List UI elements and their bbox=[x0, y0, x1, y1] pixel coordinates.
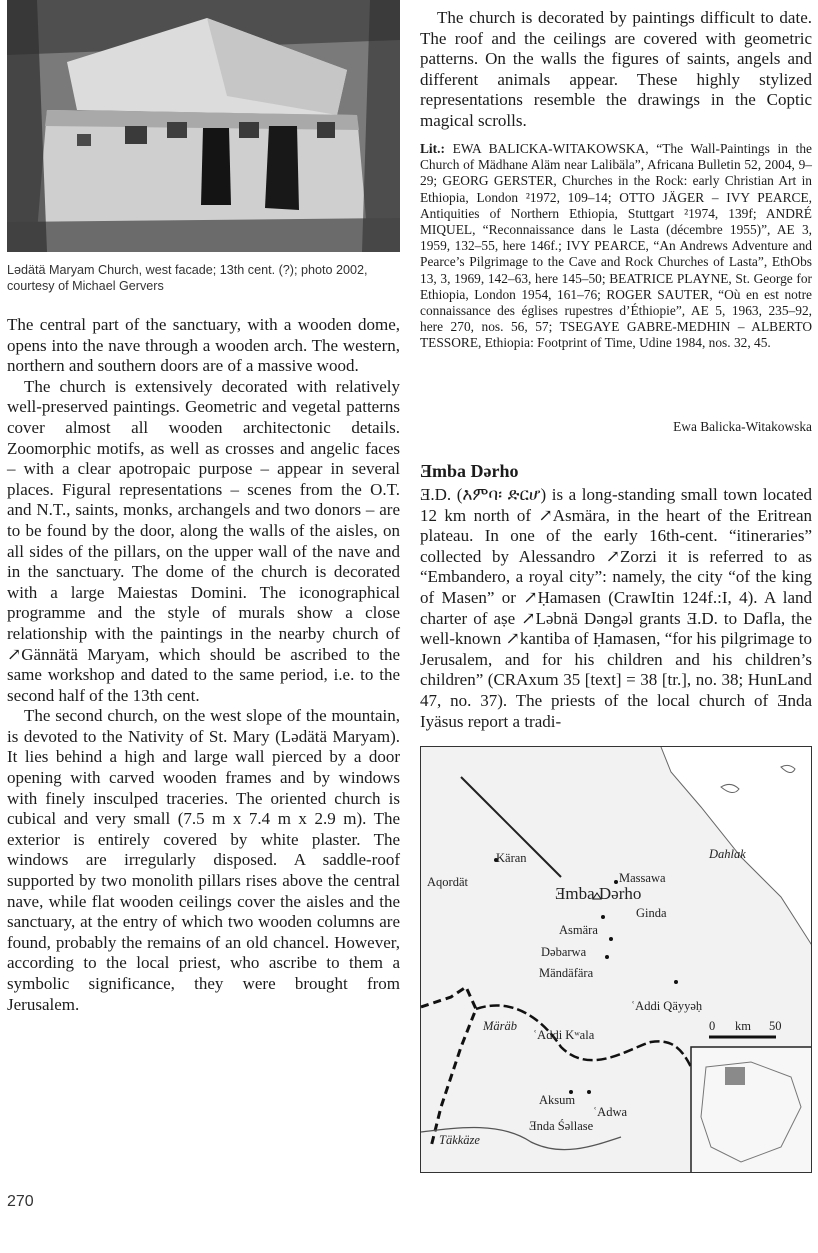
map-label-scale-km: km bbox=[735, 1019, 751, 1033]
map-label-aksum: Aksum bbox=[539, 1093, 576, 1107]
map-label-karan: Käran bbox=[496, 851, 527, 865]
paragraph: The church is decorated by paintings difficult to date. The roof and the ceilings are covered with geometric patterns. On the walls the figures of saints, angels and different animals appear. These highly stylized representations resemble the drawings in the Coptic magical scrolls. bbox=[420, 8, 812, 130]
entry-paragraph: Ǝ.D. (እምባ፡ ድርሆ) is a long-standing small town located 12 km north of ↗Asmära, in the heart of the Eritrean plateau. In one of the early 16th-cent. “itineraries” collected by Alessandro ↗Zorzi it is referred to as “Embandero, a royal city”: namely, the city “of the king of Masen” or ↗Ḥamasen (CrawItin 124f.:I, 4). A land charter of aṣe ↗Ləbnä Dəngəl grants Ǝ.D. to Dafla, the well-known ↗kantiba of Ḥamasen, “for his pilgrimage to Jerusalem, and for his children and his children’s children” (CRAxum 35 [text] = 38 [tr.], no. 38; HunLand 47, no. 37). The priests of the local church of Ǝnda Iyäsus report a tradi- bbox=[420, 485, 812, 731]
map-label-emba-derho: Ǝmba Dərho bbox=[555, 884, 642, 903]
map-label-addi-qayyeh: ʿAddi Qäyyəḥ bbox=[631, 999, 703, 1013]
paragraph: The second church, on the west slope of the mountain, is devoted to the Nativity of St. Mary (Lədätä Maryam). It lies behind a high and large wall pierced by a door opening with carved wooden frames and by windows with finely insculped traceries. The oriented church is cubical and very small (7.5 m x 7.4 m x 2.9 m). The exterior is entirely covered by white plaster. The windows are irregularly disposed. A saddle-roof supported by two monolith pillars rises above the central nave, while flat wooden ceilings cover the aisles and the sanctuary, at the entry of which two wooden columns are found, probably the remains of an old chancel. However, according to the local priest, who ascribe to them a symbolic significance, they were brought from Jerusalem. bbox=[7, 706, 400, 1014]
article-author: Ewa Balicka-Witakowska bbox=[673, 419, 812, 434]
region-map bbox=[420, 746, 812, 1173]
entry-title: Ǝmba Dərho bbox=[420, 461, 519, 481]
literature-text: EWA BALICKA-WITAKOWSKA, “The Wall-Paintings in the Church of Mädhane Aläm near Lalibäla”, Africana Bulletin 52, 2004, 9–29; GEORG GERSTER, Churches in the Rock: early Christian Art in Ethiopia, London ²1972, 109–14; OTTO JÄGER – IVY PEARCE, Antiquities of Northern Ethiopia, Stuttgart ²1974, 139f; ANDRÉ MIQUEL, “Reconnaissance dans le Lasta (décembre 1955)”, AE 3, 1959, 132–55, here 146f.; IVY PEARCE, “An Andrews Adventure and Pearce’s Pilgrimage to the Cave and Rock Churches of Lasta”, EthObs 13, 3, 1969, 142–63, here 145–50; BEATRICE PLAYNE, St. George for Ethiopia, London 1954, 161–76; ROGER SAUTER, “Où en est notre connaissance des églises rupestres d’Éthiopie”, AE 5, 1963, 235–92, here 270, nos. 56, 57; TSEGAYE GABRE-MEDHIN – ALBERTO TESSORE, Ethiopia: Footprint of Time, Udine 1984, nos. 32, 45. bbox=[420, 141, 812, 351]
map-label-debarwa: Dəbarwa bbox=[541, 945, 587, 959]
map-label-ginda: Ginda bbox=[636, 906, 667, 920]
map-label-enda-sellase: Ǝnda Śəllase bbox=[529, 1119, 594, 1133]
literature-block bbox=[420, 141, 812, 352]
right-intro bbox=[420, 8, 812, 132]
paragraph: The central part of the sanctuary, with a wooden dome, opens into the nave through a wooden arch. The western, northern and southern doors are of a massive wood. bbox=[7, 315, 400, 376]
church-illustration bbox=[7, 0, 400, 252]
literature-label: Lit.: bbox=[420, 141, 445, 156]
map-label-adwa: ʿAdwa bbox=[593, 1105, 628, 1119]
map-label-scale-50: 50 bbox=[769, 1019, 782, 1033]
map-label-dahlak: Dahlak bbox=[709, 847, 746, 861]
map-label-addi-kwala: ʿAddi Kʷala bbox=[533, 1028, 595, 1042]
church-photo bbox=[7, 0, 400, 252]
map-label-takkaze: Täkkäze bbox=[439, 1133, 480, 1147]
map-label-scale-0: 0 bbox=[709, 1019, 716, 1033]
entry-text-block bbox=[420, 485, 812, 732]
paragraph: The church is extensively decorated with relatively well-preserved paintings. Geometric and vegetal patterns cover almost all wooden architectonic details. Zoomorphic motifs, as well as crosses and angelic faces – with a clear apotropaic purpose – appear in several places. Figural representations – scenes from the O.T. and N.T., saints, monks, archangels and two donors – are to be found by the door, along the walls of the aisles, on all sides of the pillars, on the upper wall of the nave and in the sanctuary. The dome of the church is decorated with a large Maiestas Domini. The iconographical programme and the style of murals show a close relationship with the paintings in the nearby church of ↗Gännätä Maryam, which should be ascribed to the same workshop and dated to the same period, i.e. to the second half of the 13th cent. bbox=[7, 376, 400, 705]
map-label-mandafara: Mändäfära bbox=[539, 966, 594, 980]
photo-caption: Lədätä Maryam Church, west facade; 13th cent. (?); photo 2002, courtesy of Michael Gervers bbox=[7, 263, 368, 293]
left-body-text bbox=[7, 315, 400, 1015]
map-label-massawa: Massawa bbox=[619, 871, 666, 885]
map-label-mareb: Märäb bbox=[483, 1019, 518, 1033]
map-label-asmara: Asmära bbox=[559, 923, 598, 937]
page-number: 270 bbox=[7, 1193, 34, 1210]
map-label-agordat: Aqordät bbox=[427, 875, 468, 889]
